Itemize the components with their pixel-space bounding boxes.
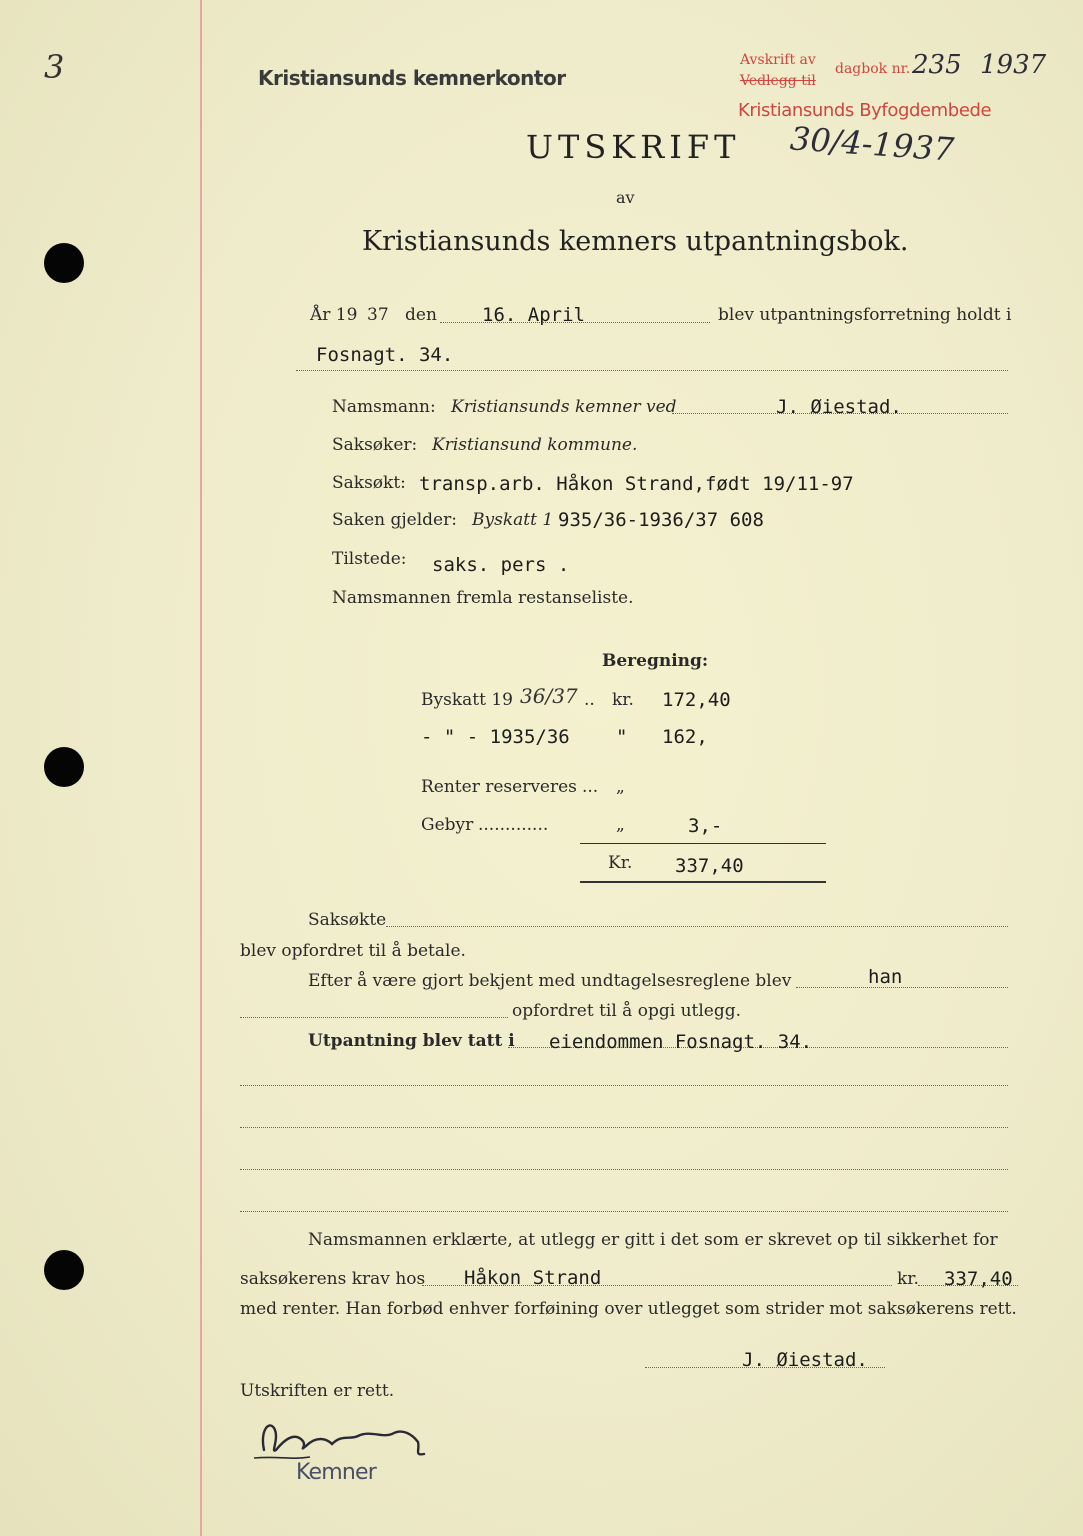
utskriften-text: Utskriften er rett. xyxy=(240,1381,395,1401)
calc-row-unit: „ xyxy=(616,777,625,797)
beregning-heading: Beregning: xyxy=(602,651,709,671)
title-av: av xyxy=(616,188,635,207)
total-rule xyxy=(580,881,826,883)
office-header: Kristiansunds kemnerkontor xyxy=(258,66,566,90)
den-label: den xyxy=(405,305,437,325)
utpantning-value: eiendommen Fosnagt. 34. xyxy=(549,1031,813,1053)
gjelder-text: Byskatt 1 xyxy=(472,510,554,530)
efter-text: Efter å være gjort bekjent med undtagelsesreglene blev xyxy=(308,971,792,991)
punch-hole-top xyxy=(44,243,84,283)
gjelder-label: Saken gjelder: xyxy=(332,510,457,530)
punch-hole-bottom xyxy=(44,1250,84,1290)
saksoker-value: Kristiansund kommune. xyxy=(432,435,638,455)
total-label: Kr. xyxy=(608,853,633,873)
utlegg-text: opfordret til å opgi utlegg. xyxy=(512,1001,742,1021)
corner-mark: 3 xyxy=(44,48,65,86)
namsmann-value: J. Øiestad. xyxy=(776,396,902,418)
margin-line xyxy=(200,0,202,1536)
page-title: UTSKRIFT xyxy=(526,128,741,166)
calc-row-sep: ............. xyxy=(478,815,549,835)
kemner-stamp: Kemner xyxy=(296,1460,377,1485)
creditor-name: Håkon Strand xyxy=(464,1267,602,1289)
calc-row-unit: kr. xyxy=(612,690,634,710)
gjelder-value: 935/36-1936/37 608 xyxy=(558,509,764,531)
tilstede-label: Tilstede: xyxy=(332,549,407,569)
intro-rest: blev utpantningsforretning holdt i xyxy=(718,305,1012,325)
saksoker-label: Saksøker: xyxy=(332,435,418,455)
calc-row-typed: - " - 1935/36 xyxy=(421,726,570,748)
intro-place: Fosnagt. 34. xyxy=(316,344,454,366)
declaration-line2: saksøkerens krav hos xyxy=(240,1269,426,1289)
saksokt-label: Saksøkt: xyxy=(332,473,406,493)
stamp-dagbok-nr: 235 xyxy=(912,50,962,80)
declaration-line3: med renter. Han forbød enhver forføining over utlegget som strider mot saksøkerens rett. xyxy=(240,1299,1017,1319)
calc-row-label: Gebyr xyxy=(421,815,474,835)
restanse-text: Namsmannen fremla restanseliste. xyxy=(332,588,634,608)
stamp-date: 30/4-1937 xyxy=(788,119,956,169)
namsmann-text: Kristiansunds kemner ved xyxy=(451,397,677,417)
stamp-vedlegg: Vedlegg til xyxy=(740,73,816,89)
subtotal-rule xyxy=(580,843,826,844)
stamp-court: Kristiansunds Byfogdembede xyxy=(738,100,992,121)
stamp-dagbok-label: dagbok nr. xyxy=(835,61,911,77)
calc-row-amount: 162, xyxy=(662,726,708,748)
saksokte-label: Saksøkte xyxy=(308,910,387,930)
intro-date: 16. April xyxy=(482,304,585,326)
utpantning-label: Utpantning blev tatt i xyxy=(308,1031,515,1051)
punch-hole-middle xyxy=(44,747,84,787)
han-value: han xyxy=(868,966,903,988)
saksokt-value: transp.arb. Håkon Strand,født 19/11-97 xyxy=(419,473,854,495)
stamp-avskrift: Avskrift av xyxy=(740,52,816,68)
calc-row-amount: 3,- xyxy=(688,815,723,837)
calc-row-typed: 36/37 xyxy=(520,684,578,708)
opfordret-text: blev opfordret til å betale. xyxy=(240,941,466,961)
ar-year: 37 xyxy=(367,305,389,325)
signature-name: J. Øiestad. xyxy=(742,1349,868,1371)
calc-row-label: Renter reserveres xyxy=(421,777,577,797)
stamp-year: 1937 xyxy=(980,50,1047,80)
calc-row-sep: ... xyxy=(582,777,599,797)
declaration-kr: kr. xyxy=(897,1269,919,1289)
declaration-line1: Namsmannen erklærte, at utlegg er gitt i det som er skrevet op til sikkerhet for xyxy=(308,1230,998,1250)
ar-label: År 19 xyxy=(310,305,358,325)
total-amount: 337,40 xyxy=(675,855,744,877)
calc-row-sep: .. xyxy=(584,690,595,710)
declaration-amount: 337,40 xyxy=(944,1268,1013,1290)
calc-row-amount: 172,40 xyxy=(662,689,731,711)
calc-row-unit: „ xyxy=(616,815,625,835)
tilstede-value: saks. pers . xyxy=(432,554,570,576)
calc-row-unit: " xyxy=(616,726,628,748)
namsmann-label: Namsmann: xyxy=(332,397,436,417)
calc-row-label: Byskatt 19 xyxy=(421,690,513,710)
page-subtitle: Kristiansunds kemners utpantningsbok. xyxy=(362,226,909,257)
